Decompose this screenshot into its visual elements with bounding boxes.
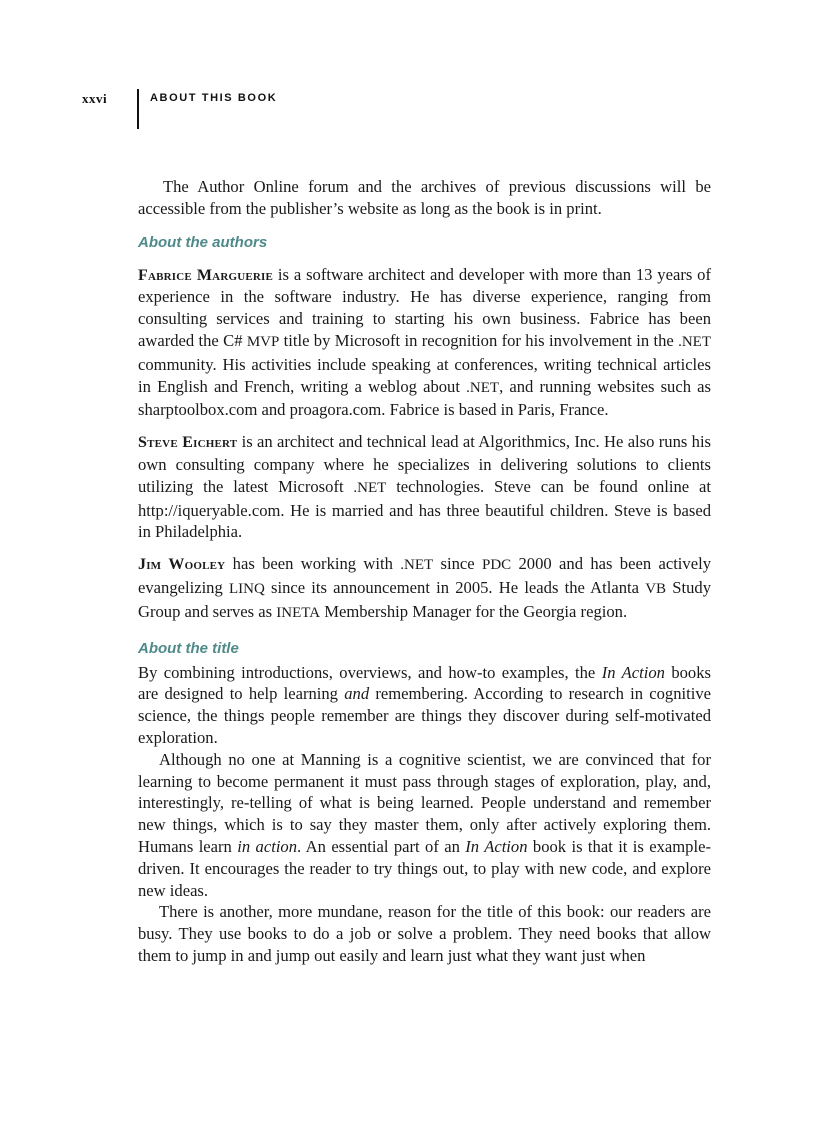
bio-text: technologies. Steve can be found online at http://iqueryable.com. He is married and has three beautiful children. Steve is based in Philadelphia. — [138, 476, 711, 542]
bio-text: , and running websites such as sharptoolbox.com and proagora.com. Fabrice is based in Paris, France. — [138, 376, 712, 420]
title-paragraph-2 — [138, 749, 711, 902]
bio-text: title by Microsoft in recognition for his involvement in the — [279, 330, 679, 350]
bio-text: community. His activities include speaking at conferences, writing technical articles in English and French, writing a weblog about — [138, 354, 711, 396]
emphasis-text: in action — [237, 836, 298, 856]
header-divider — [137, 89, 139, 129]
bio-acronym: .NET — [678, 333, 711, 350]
emphasis-text: In Action — [601, 662, 665, 682]
section-heading-title: About the title — [138, 639, 239, 657]
bio-acronym: INETA — [276, 604, 321, 621]
bio-acronym: .NET — [400, 557, 434, 574]
bio-acronym: MVP — [246, 333, 280, 350]
title-paragraph-1 — [138, 662, 711, 749]
bio-text: 2000 and has been actively evangelizing — [138, 554, 711, 597]
intro-text: The Author Online forum and the archives of previous discussions will be accessible from the publisher’s website as long as the book is in print. — [138, 177, 711, 218]
bio-acronym: VB — [645, 580, 667, 597]
bio-text: is a software architect and developer with more than 13 years of experience in the software industry. He has diverse experience, ranging from consulting services and training to starting his own business. Fabrice has been awarded the C# — [138, 264, 711, 350]
author-name: Steve Eichert — [138, 434, 238, 452]
bio-text: since its announcement in 2005. He leads the Atlanta — [264, 577, 646, 597]
bio-acronym: .NET — [466, 379, 500, 396]
author-bio-eichert — [138, 431, 711, 543]
emphasis-text: and — [344, 684, 370, 704]
bio-text: Study Group and serves as — [138, 577, 711, 621]
body-text: By combining introductions, overviews, and how-to examples, the — [138, 662, 602, 682]
body-text: There is another, more mundane, reason for the title of this book: our readers are busy. They use books to do a job or solve a problem. They need books that allow them to jump in and jump out easily and learn just what they want just when — [138, 902, 711, 965]
bio-acronym: LINQ — [228, 580, 265, 597]
emphasis-text: In Action — [465, 836, 528, 856]
bio-text: is an architect and technical lead at Algorithmics, Inc. He also runs his own consulting company where he specializes in delivering solutions to clients utilizing the latest Microsoft — [138, 432, 712, 496]
body-text: Although no one at Manning is a cognitive scientist, we are convinced that for learning to become permanent it must pass through stages of exploration, play, and, interestingly, re-telling of what is being learned. People understand and remember new things, which is to say they master them, only after actively exploring them. Humans learn — [138, 749, 711, 856]
body-text: . An essential part of an — [297, 836, 466, 856]
author-name: Fabrice Marguerie — [138, 266, 274, 284]
page-header — [0, 91, 816, 131]
page-number: xxvi — [82, 91, 108, 106]
running-head: ABOUT THIS BOOK — [150, 92, 278, 104]
title-paragraph-3 — [138, 901, 711, 966]
bio-text: Membership Manager for the Georgia region. — [320, 601, 628, 621]
author-bio-wooley — [138, 553, 711, 624]
author-name: Jim Wooley — [138, 556, 226, 574]
body-text: remembering. According to research in cognitive science, the things people remember are things they discover during self-motivated exploration. — [138, 684, 712, 747]
author-bio-marguerie — [138, 264, 711, 422]
bio-text: has been working with — [225, 554, 401, 574]
page-body — [138, 176, 711, 967]
body-text: book is that it is example-driven. It encourages the reader to try things out, to play with new code, and explore new ideas. — [138, 836, 711, 900]
bio-acronym: PDC — [481, 557, 512, 574]
section-heading-authors: About the authors — [138, 233, 268, 251]
bio-text: since — [433, 554, 482, 574]
body-text: books are designed to help learning — [138, 662, 711, 704]
intro-paragraph — [138, 176, 711, 220]
bio-acronym: .NET — [353, 479, 387, 496]
